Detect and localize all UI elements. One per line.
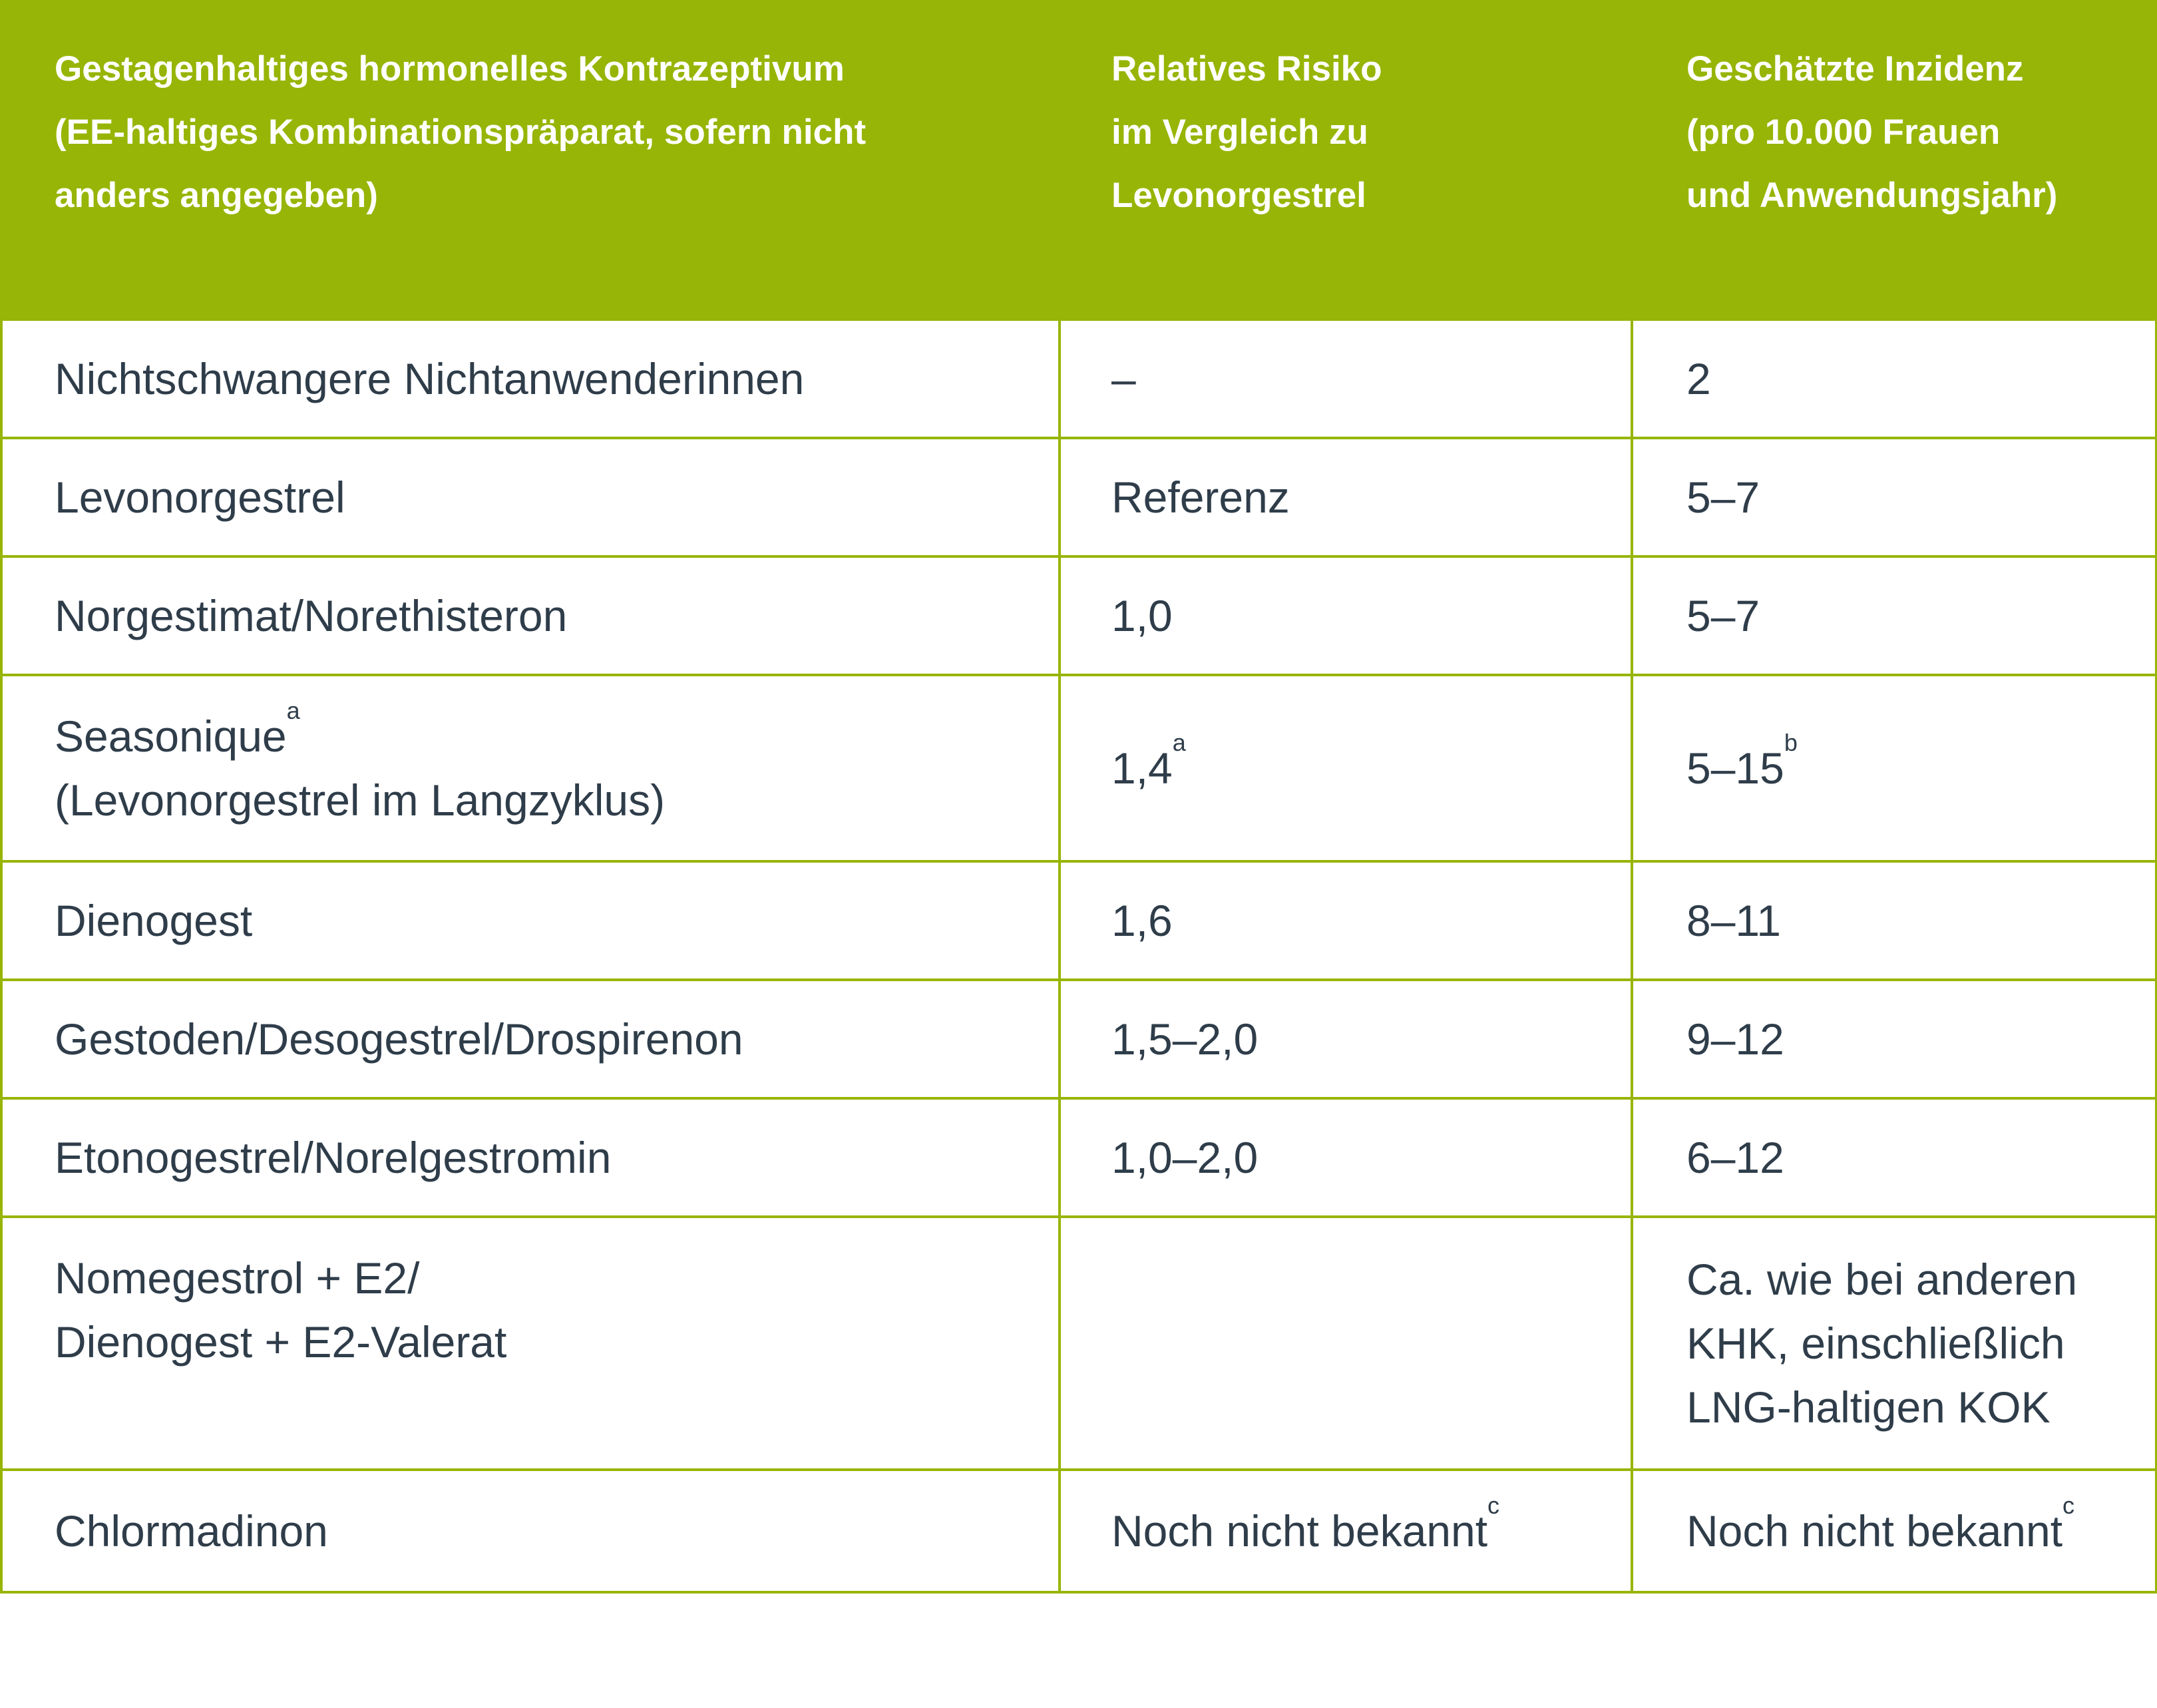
cell-contraceptive: Etonogestrel/Norelgestromin — [1, 1098, 1060, 1217]
header-incidence-line: (pro 10.000 Frauen — [1686, 112, 2001, 152]
header-incidence — [1632, 1, 2156, 320]
header-relative-risk-line: Levonorgestrel — [1111, 176, 1366, 215]
cell-incidence — [1632, 1470, 2156, 1592]
table-row — [1, 1098, 2156, 1217]
cell-incidence — [1632, 1217, 2156, 1470]
cell-contraceptive-line — [55, 697, 1032, 768]
cell-contraceptive — [1, 1217, 1060, 1470]
table-row — [1, 1217, 2156, 1470]
cell-relative-risk: 1,0–2,0 — [1060, 1098, 1632, 1217]
footnote-marker: a — [1172, 729, 1186, 756]
cell-contraceptive: Dienogest — [1, 861, 1060, 980]
cell-incidence: 5–7 — [1632, 438, 2156, 556]
header-incidence-line: Geschätzte Inzidenz — [1686, 49, 2024, 89]
cell-relative-risk: – — [1060, 320, 1632, 438]
table-body — [1, 320, 2156, 1592]
header-contraceptive — [1, 1, 1060, 320]
cell-incidence-line: LNG-haltigen KOK — [1686, 1383, 2051, 1432]
table-row — [1, 556, 2156, 675]
cell-incidence: 5–7 — [1632, 556, 2156, 675]
cell-relative-risk — [1060, 1470, 1632, 1592]
cell-contraceptive-line: (Levonorgestrel im Langzyklus) — [55, 775, 666, 825]
header-relative-risk — [1060, 1, 1632, 320]
cell-incidence-text: Noch nicht bekannt — [1686, 1506, 2063, 1556]
header-contraceptive-line: (EE-haltiges Kombinationspräparat, sofern nicht — [55, 112, 867, 152]
footnote-marker: c — [2062, 1492, 2075, 1519]
cell-incidence: 9–12 — [1632, 980, 2156, 1098]
cell-incidence-line: KHK, einschließlich — [1686, 1319, 2065, 1368]
cell-contraceptive: Norgestimat/Norethisteron — [1, 556, 1060, 675]
cell-relative-risk: 1,5–2,0 — [1060, 980, 1632, 1098]
table-row — [1, 1470, 2156, 1592]
footnote-marker: b — [1784, 729, 1798, 756]
cell-relative-risk: 1,0 — [1060, 556, 1632, 675]
cell-relative-risk — [1060, 675, 1632, 861]
cell-contraceptive: Nichtschwangere Nichtanwenderinnen — [1, 320, 1060, 438]
header-relative-risk-line: Relatives Risiko — [1111, 49, 1382, 89]
cell-incidence: 8–11 — [1632, 861, 2156, 980]
cell-relative-risk — [1060, 1217, 1632, 1470]
footnote-marker: c — [1487, 1492, 1500, 1519]
cell-contraceptive: Chlormadinon — [1, 1470, 1060, 1592]
cell-incidence: 2 — [1632, 320, 2156, 438]
table-row — [1, 861, 2156, 980]
header-contraceptive-line: anders angegeben) — [55, 176, 378, 215]
cell-incidence: 6–12 — [1632, 1098, 2156, 1217]
table-row — [1, 320, 2156, 438]
header-incidence-line: und Anwendungsjahr) — [1686, 176, 2058, 215]
cell-contraceptive: Gestoden/Desogestrel/Drospirenon — [1, 980, 1060, 1098]
cell-contraceptive-line: Dienogest + E2-Valerat — [55, 1317, 507, 1367]
header-contraceptive-line: Gestagenhaltiges hormonelles Kontrazeptivum — [55, 49, 845, 89]
footnote-marker: a — [286, 697, 300, 724]
cell-relative-risk-text: Noch nicht bekannt — [1111, 1506, 1488, 1556]
cell-relative-risk-text: 1,4 — [1111, 744, 1173, 793]
cell-incidence-text: 5–15 — [1686, 744, 1784, 793]
cell-incidence — [1632, 675, 2156, 861]
table-header — [1, 1, 2156, 320]
cell-relative-risk: Referenz — [1060, 438, 1632, 556]
cell-contraceptive-text: Seasonique — [55, 712, 287, 761]
table-row — [1, 980, 2156, 1098]
cell-contraceptive: Levonorgestrel — [1, 438, 1060, 556]
table-row — [1, 438, 2156, 556]
cell-incidence-line: Ca. wie bei anderen — [1686, 1255, 2078, 1304]
cell-contraceptive — [1, 675, 1060, 861]
cell-relative-risk: 1,6 — [1060, 861, 1632, 980]
table-row — [1, 675, 2156, 861]
header-relative-risk-line: im Vergleich zu — [1111, 112, 1368, 152]
header-row — [1, 1, 2156, 320]
cell-contraceptive-line: Nomegestrol + E2/ — [55, 1253, 420, 1303]
